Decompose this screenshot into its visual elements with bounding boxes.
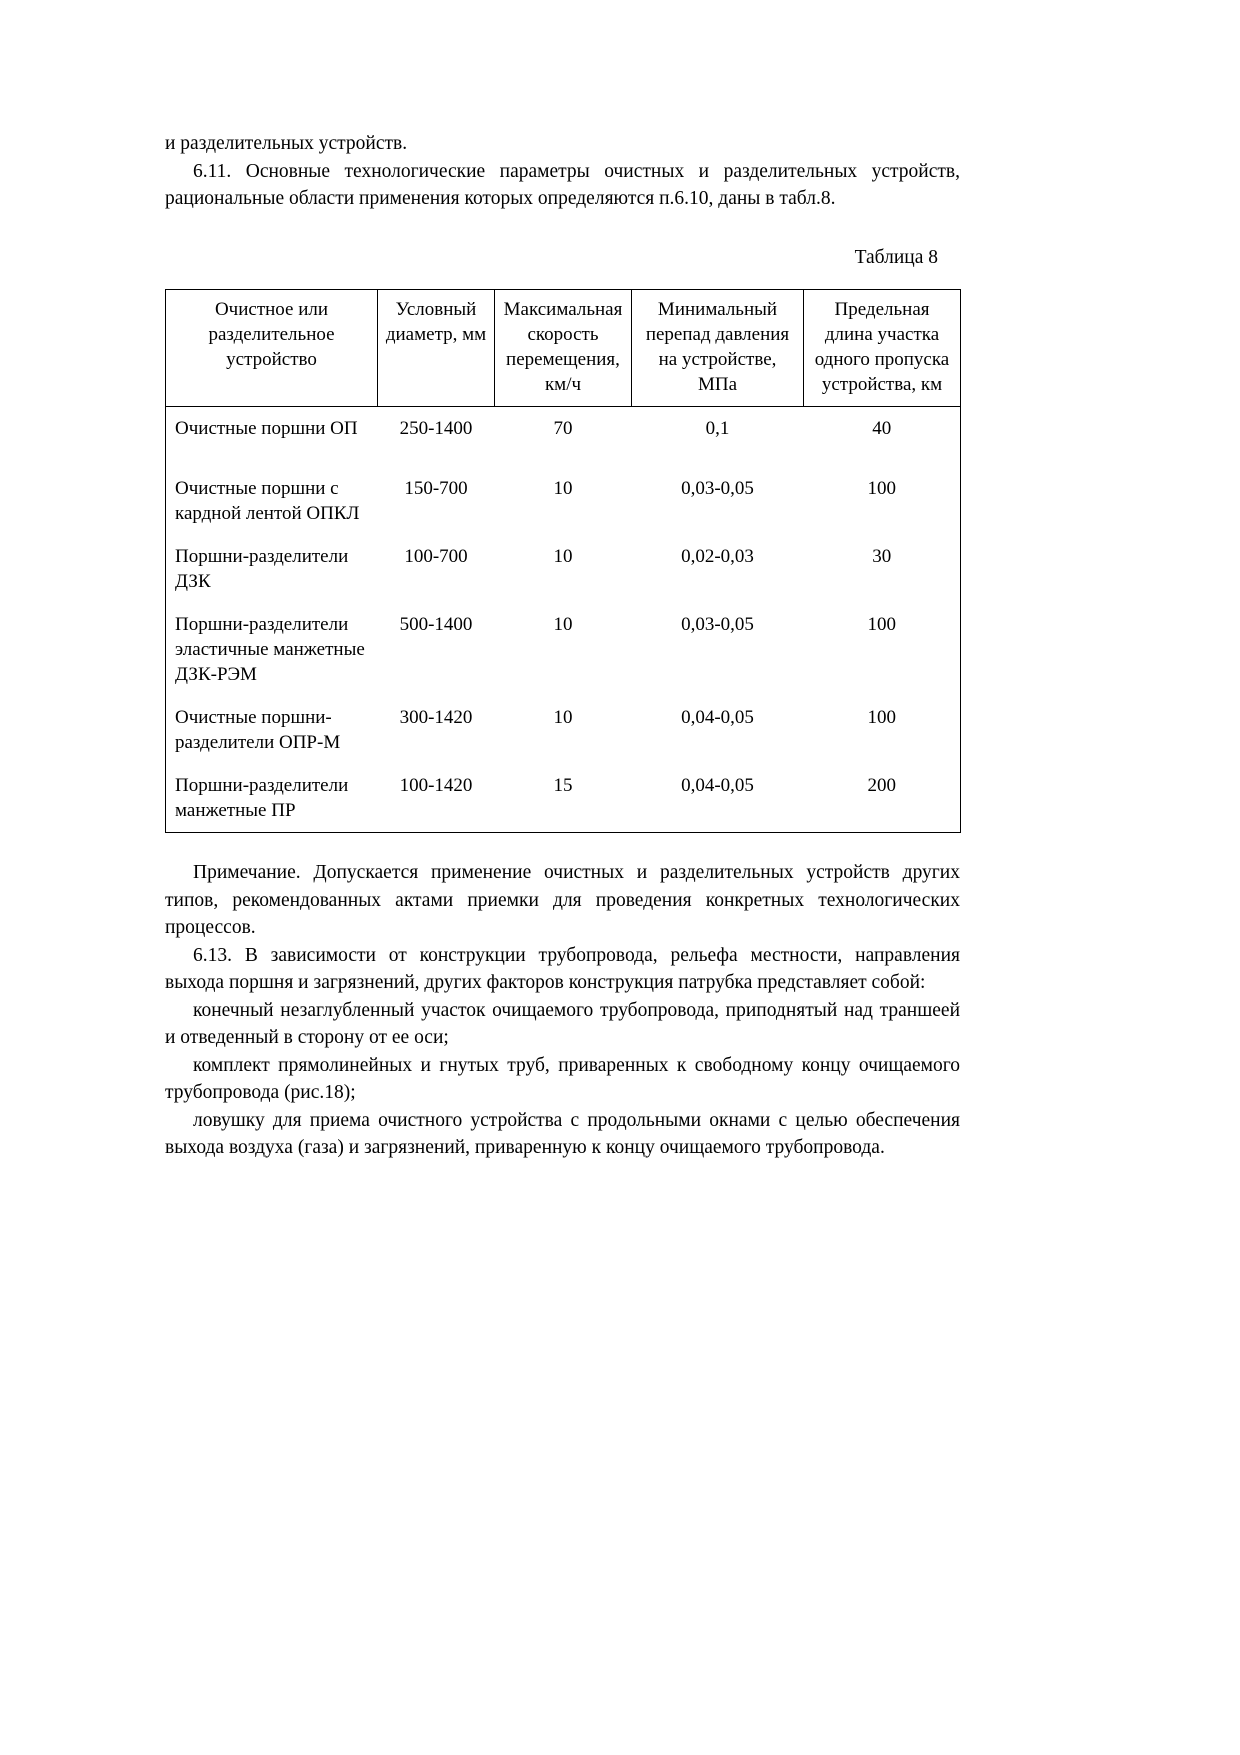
- cell-length: 40: [872, 417, 892, 439]
- cell-diameter: 250-1400: [399, 417, 473, 439]
- cell-length: 100: [867, 478, 896, 499]
- table-header-row: [166, 289, 961, 406]
- cell-device: Очистные поршни-разделители ОПР-М: [175, 707, 341, 753]
- cell-pressure: 0,02-0,03: [681, 546, 754, 567]
- list-item-3: ловушку для приема очистного устройства с продольными окнами с целью обеспечения выхода воздуха (газа) и загрязнений, приваренную к концу очищаемого трубопровода.: [165, 1109, 960, 1158]
- cell-speed: 10: [553, 707, 573, 728]
- cell-pressure: 0,04-0,05: [681, 707, 754, 728]
- cell-diameter: 100-700: [404, 546, 468, 567]
- column-header-device: Очистное или разделительное устройство: [166, 289, 378, 406]
- column-header-pressure: Минимальный перепад давления на устройстве, МПа: [632, 289, 804, 406]
- table-row: [166, 764, 961, 833]
- table-body: [166, 406, 961, 833]
- table-row: [166, 535, 961, 603]
- list-item-2: комплект прямолинейных и гнутых труб, приваренных к свободному концу очищаемого трубопровода (рис.18);: [165, 1054, 960, 1103]
- table-8: [165, 289, 961, 834]
- table-row: [166, 406, 961, 467]
- cell-speed: 10: [553, 614, 573, 635]
- paragraph-6-11: 6.11. Основные технологические параметры очистных и разделительных устройств, рациональные области применения которых определяются п.6.10, даны в табл.8.: [165, 160, 960, 209]
- table-row: [166, 603, 961, 696]
- cell-length: 100: [867, 707, 896, 728]
- cell-pressure: 0,03-0,05: [681, 614, 754, 635]
- cell-diameter: 300-1420: [399, 707, 473, 728]
- table-row: [166, 467, 961, 535]
- paragraph-6-13: 6.13. В зависимости от конструкции трубопровода, рельефа местности, направления выхода поршня и загрязнений, других факторов конструкция патрубка представляет собой:: [165, 944, 960, 993]
- table-row: [166, 696, 961, 764]
- table-caption: Таблица 8: [854, 246, 938, 268]
- page-content: [165, 130, 960, 1162]
- note-paragraph: Примечание. Допускается применение очистных и разделительных устройств других типов, рекомендованных актами приемки для проведения конкретных технологических процессов.: [165, 862, 960, 938]
- cell-length: 30: [872, 546, 892, 567]
- cell-diameter: 100-1420: [399, 775, 473, 796]
- column-header-diameter: Условный диаметр, мм: [378, 289, 495, 406]
- cell-device: Поршни-разделители ДЗК: [175, 546, 349, 592]
- list-item-1: конечный незаглубленный участок очищаемого трубопровода, приподнятый над траншеей и отведенный в сторону от ее оси;: [165, 999, 960, 1048]
- paragraph-continuation: и разделительных устройств.: [165, 133, 408, 154]
- post-table-text: [165, 833, 960, 1162]
- cell-device: Очистные поршни с кардной лентой ОПКЛ: [175, 478, 360, 524]
- cell-device: Поршни-разделители манжетные ПР: [175, 775, 349, 821]
- cell-diameter: 150-700: [404, 478, 468, 499]
- cell-speed: 10: [553, 478, 573, 499]
- cell-pressure: 0,04-0,05: [681, 775, 754, 796]
- cell-length: 200: [867, 775, 896, 796]
- cell-device: Поршни-разделители эластичные манжетные ДЗК-РЭМ: [175, 614, 365, 685]
- cell-length: 100: [867, 614, 896, 635]
- cell-speed: 10: [553, 546, 573, 567]
- cell-speed: 70: [553, 417, 573, 439]
- column-header-length: Предельная длина участка одного пропуска устройства, км: [804, 289, 961, 406]
- cell-diameter: 500-1400: [399, 614, 473, 635]
- cell-pressure: 0,1: [705, 417, 730, 439]
- cell-device: Очистные поршни ОП: [175, 417, 358, 439]
- column-header-speed: Максимальная скорость перемещения, км/ч: [495, 289, 632, 406]
- cell-pressure: 0,03-0,05: [681, 478, 754, 499]
- cell-speed: 15: [553, 775, 573, 796]
- table-header: [166, 289, 961, 406]
